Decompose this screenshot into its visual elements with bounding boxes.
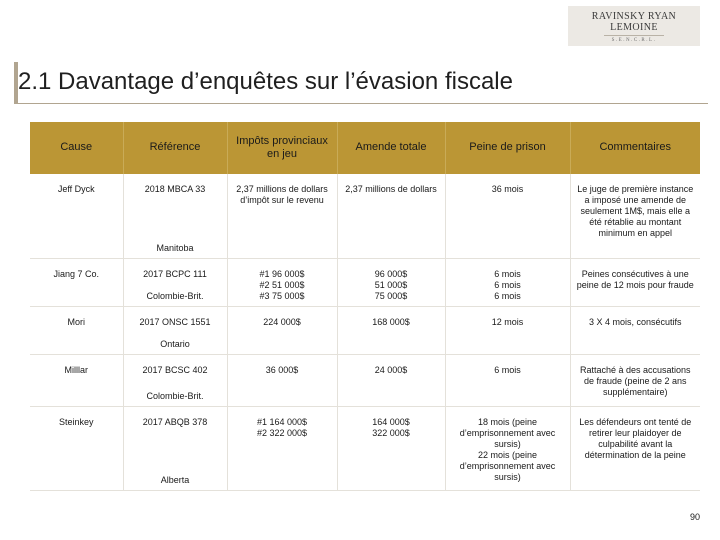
total-fine: [337, 306, 445, 354]
case-comments: [570, 258, 700, 306]
case-reference: [123, 174, 227, 258]
case-reference: [123, 306, 227, 354]
table-row: [30, 174, 700, 258]
provincial-taxes-text: #1 96 000$ #2 51 000$ #3 75 000$: [259, 268, 305, 301]
total-fine: [337, 258, 445, 306]
case-comments-text: Rattaché à des accusations de fraude (peine de 2 ans supplémentaire): [579, 364, 691, 397]
total-fine-text: 2,37 millions de dollars: [345, 184, 437, 194]
table-row: [30, 354, 700, 406]
case-name: [30, 258, 123, 306]
provincial-taxes: [227, 258, 337, 306]
prison-sentence-text: 12 mois: [491, 316, 524, 327]
provincial-taxes: [227, 406, 337, 490]
logo-divider: [604, 35, 664, 36]
column-header-comments: Commentaires: [570, 122, 700, 174]
page-number: 90: [689, 512, 700, 522]
provincial-taxes: [227, 306, 337, 354]
province-label: Colombie-Brit.: [146, 390, 204, 401]
provincial-taxes: [227, 174, 337, 258]
provincial-taxes-text: 36 000$: [265, 364, 299, 375]
case-comments: [570, 174, 700, 258]
total-fine-text: 164 000$ 322 000$: [372, 416, 410, 438]
column-header-prison: Peine de prison: [445, 122, 570, 174]
case-name-text: Steinkey: [58, 416, 94, 427]
table-row: [30, 258, 700, 306]
provincial-taxes-text: 2,37 millions de dollars d’impôt sur le revenu: [236, 184, 328, 205]
reference-citation: 2017 BCSC 402: [142, 364, 208, 375]
province-label: Colombie-Brit.: [146, 290, 204, 301]
case-comments-text: Peines consécutives à une peine de 12 mois pour fraude: [576, 268, 694, 290]
case-comments-text: Les défendeurs ont tenté de retirer leur plaidoyer de culpabilité avant la détermination de la peine: [579, 416, 692, 460]
case-comments: [570, 406, 700, 490]
prison-sentence-text: 18 mois (peine d’emprisonnement avec sursis) 22 mois (peine d’emprisonnement avec sursis): [459, 416, 556, 482]
case-name-text: Jiang 7 Co.: [53, 268, 100, 279]
provincial-taxes-text: 224 000$: [263, 316, 301, 327]
prison-sentence-text: 6 mois 6 mois 6 mois: [494, 268, 521, 301]
province-label: Alberta: [160, 474, 190, 485]
case-reference: [123, 354, 227, 406]
firm-logo: [568, 6, 700, 46]
case-comments: [570, 354, 700, 406]
prison-sentence: [445, 258, 570, 306]
case-name: [30, 306, 123, 354]
table-row: [30, 306, 700, 354]
firm-name: RAVINSKY RYAN LEMOINE: [591, 11, 677, 33]
prison-sentence-text: 6 mois: [494, 364, 521, 375]
prison-sentence: [445, 354, 570, 406]
case-name: [30, 174, 123, 258]
table-header-row: [30, 122, 700, 174]
reference-citation: 2017 ONSC 1551: [139, 316, 211, 327]
case-comments-text: 3 X 4 mois, consécutifs: [588, 316, 682, 327]
case-name-text: Mori: [67, 316, 85, 327]
firm-subtitle: S.E.N.C.R.L.: [611, 38, 657, 43]
prison-sentence: [445, 306, 570, 354]
province-label: Manitoba: [156, 242, 194, 253]
case-comments: [570, 306, 700, 354]
prison-sentence: [445, 174, 570, 258]
table-row: [30, 406, 700, 490]
reference-citation: 2017 ABQB 378: [142, 416, 208, 427]
reference-citation: 2018 MBCA 33: [144, 184, 206, 194]
column-header-cause: Cause: [30, 122, 123, 174]
reference-citation: 2017 BCPC 111: [143, 268, 207, 279]
case-reference: [123, 258, 227, 306]
case-name-text: Jeff Dyck: [57, 184, 95, 194]
prison-sentence-text: 36 mois: [491, 184, 524, 194]
column-header-fine: Amende totale: [337, 122, 445, 174]
column-header-taxes: Impôts provinciaux en jeu: [227, 122, 337, 174]
column-header-reference: Référence: [123, 122, 227, 174]
case-name-text: Milllar: [64, 364, 88, 375]
total-fine: [337, 406, 445, 490]
case-table: [30, 122, 700, 491]
total-fine-text: 96 000$ 51 000$ 75 000$: [374, 268, 408, 301]
case-comments-text: Le juge de première instance a imposé une amende de seulement 1M$, mais elle a été rétablie au montant minimum en appel: [577, 184, 694, 238]
prison-sentence: [445, 406, 570, 490]
slide-title: 2.1 Davantage d’enquêtes sur l’évasion fiscale: [18, 68, 513, 95]
total-fine-text: 24 000$: [374, 364, 408, 375]
province-label: Ontario: [160, 338, 190, 349]
total-fine: [337, 354, 445, 406]
provincial-taxes-text: #1 164 000$ #2 322 000$: [256, 416, 308, 438]
case-name: [30, 354, 123, 406]
case-name: [30, 406, 123, 490]
provincial-taxes: [227, 354, 337, 406]
total-fine: [337, 174, 445, 258]
case-reference: [123, 406, 227, 490]
total-fine-text: 168 000$: [372, 316, 410, 327]
